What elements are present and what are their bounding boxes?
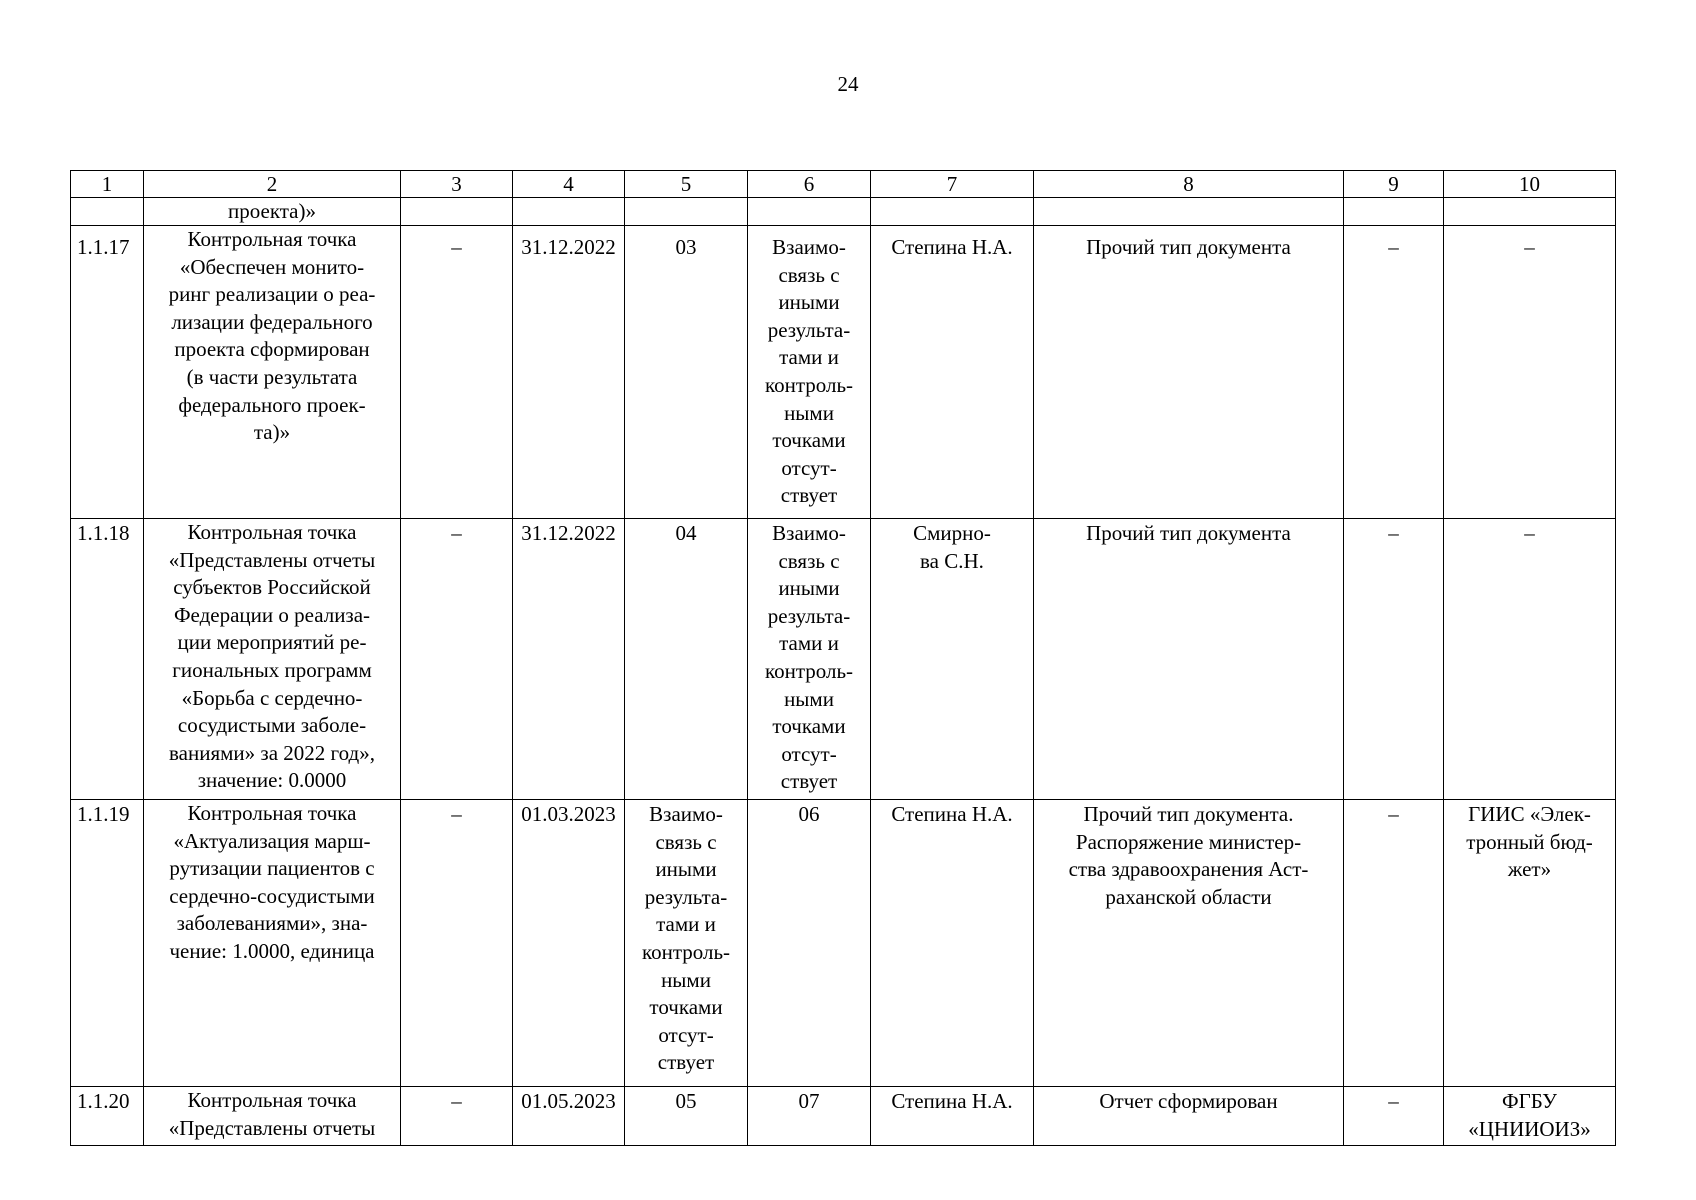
- table-cell: –: [401, 519, 513, 800]
- table-cell: [1344, 198, 1444, 226]
- page-number: 24: [837, 72, 859, 96]
- table-row: [71, 800, 1616, 1087]
- table-cell: Взаимо- связь с иными результа- тами и контроль- ными точками отсут- ствует: [748, 226, 871, 519]
- table-row: [71, 226, 1616, 519]
- table-cell: –: [1344, 800, 1444, 1087]
- table-cell: [513, 198, 625, 226]
- table-cell: 04: [625, 519, 748, 800]
- row-number: 1.1.18: [71, 519, 144, 800]
- table-cell: 07: [748, 1087, 871, 1146]
- table-cell: 05: [625, 1087, 748, 1146]
- column-header: 3: [401, 171, 513, 198]
- table-cell: 06: [748, 800, 871, 1087]
- column-header: 8: [1034, 171, 1344, 198]
- table-cell: –: [401, 226, 513, 519]
- column-header: 4: [513, 171, 625, 198]
- column-number-row: [71, 171, 1616, 198]
- row-number: 1.1.17: [71, 226, 144, 519]
- checkpoint-name: Контрольная точка «Представлены отчеты: [144, 1087, 401, 1146]
- checkpoint-name: Контрольная точка «Обеспечен монито- ринг реализации о реа- лизации федерального проекта сформирован (в части результата федерального проек- та)»: [144, 226, 401, 519]
- column-header: 5: [625, 171, 748, 198]
- table-cell: проекта)»: [144, 198, 401, 226]
- table-cell: Взаимо- связь с иными результа- тами и контроль- ными точками отсут- ствует: [625, 800, 748, 1087]
- information-system: –: [1444, 226, 1616, 519]
- continuation-row: [71, 198, 1616, 226]
- column-header: 2: [144, 171, 401, 198]
- due-date: 31.12.2022: [513, 519, 625, 800]
- table-row: [71, 519, 1616, 800]
- table-cell: [1444, 198, 1616, 226]
- document-table: [70, 170, 1616, 1146]
- table-cell: 03: [625, 226, 748, 519]
- information-system: ГИИС «Элек- тронный бюд- жет»: [1444, 800, 1616, 1087]
- table-cell: –: [1344, 519, 1444, 800]
- table-cell: –: [1344, 226, 1444, 519]
- table-cell: –: [401, 800, 513, 1087]
- table-row: [71, 1087, 1616, 1146]
- table-cell: [748, 198, 871, 226]
- row-number: 1.1.19: [71, 800, 144, 1087]
- due-date: 01.03.2023: [513, 800, 625, 1087]
- table-cell: [401, 198, 513, 226]
- information-system: ФГБУ «ЦНИИОИЗ»: [1444, 1087, 1616, 1146]
- column-header: 7: [871, 171, 1034, 198]
- row-number: 1.1.20: [71, 1087, 144, 1146]
- information-system: –: [1444, 519, 1616, 800]
- column-header: 10: [1444, 171, 1616, 198]
- due-date: 31.12.2022: [513, 226, 625, 519]
- document-type: Прочий тип документа: [1034, 226, 1344, 519]
- table-cell: [1034, 198, 1344, 226]
- checkpoint-name: Контрольная точка «Актуализация марш- рутизации пациентов с сердечно-сосудистыми заболеваниями», зна- чение: 1.0000, единица: [144, 800, 401, 1087]
- table-cell: –: [1344, 1087, 1444, 1146]
- document-type: Прочий тип документа. Распоряжение министер- ства здравоохранения Аст- раханской области: [1034, 800, 1344, 1087]
- responsible-person: Степина Н.А.: [871, 226, 1034, 519]
- column-header: 6: [748, 171, 871, 198]
- responsible-person: Степина Н.А.: [871, 1087, 1034, 1146]
- table-cell: [625, 198, 748, 226]
- table-cell: [71, 198, 144, 226]
- table-cell: –: [401, 1087, 513, 1146]
- responsible-person: Смирно- ва С.Н.: [871, 519, 1034, 800]
- due-date: 01.05.2023: [513, 1087, 625, 1146]
- document-type: Прочий тип документа: [1034, 519, 1344, 800]
- checkpoint-name: Контрольная точка «Представлены отчеты субъектов Российской Федерации о реализа- ции мероприятий ре- гиональных программ «Борьба с сердечно- сосудистыми заболе- ваниями» за 2022 год», значение: 0.0000: [144, 519, 401, 800]
- column-header: 9: [1344, 171, 1444, 198]
- table-cell: [871, 198, 1034, 226]
- document-type: Отчет сформирован: [1034, 1087, 1344, 1146]
- table-cell: Взаимо- связь с иными результа- тами и контроль- ными точками отсут- ствует: [748, 519, 871, 800]
- responsible-person: Степина Н.А.: [871, 800, 1034, 1087]
- column-header: 1: [71, 171, 144, 198]
